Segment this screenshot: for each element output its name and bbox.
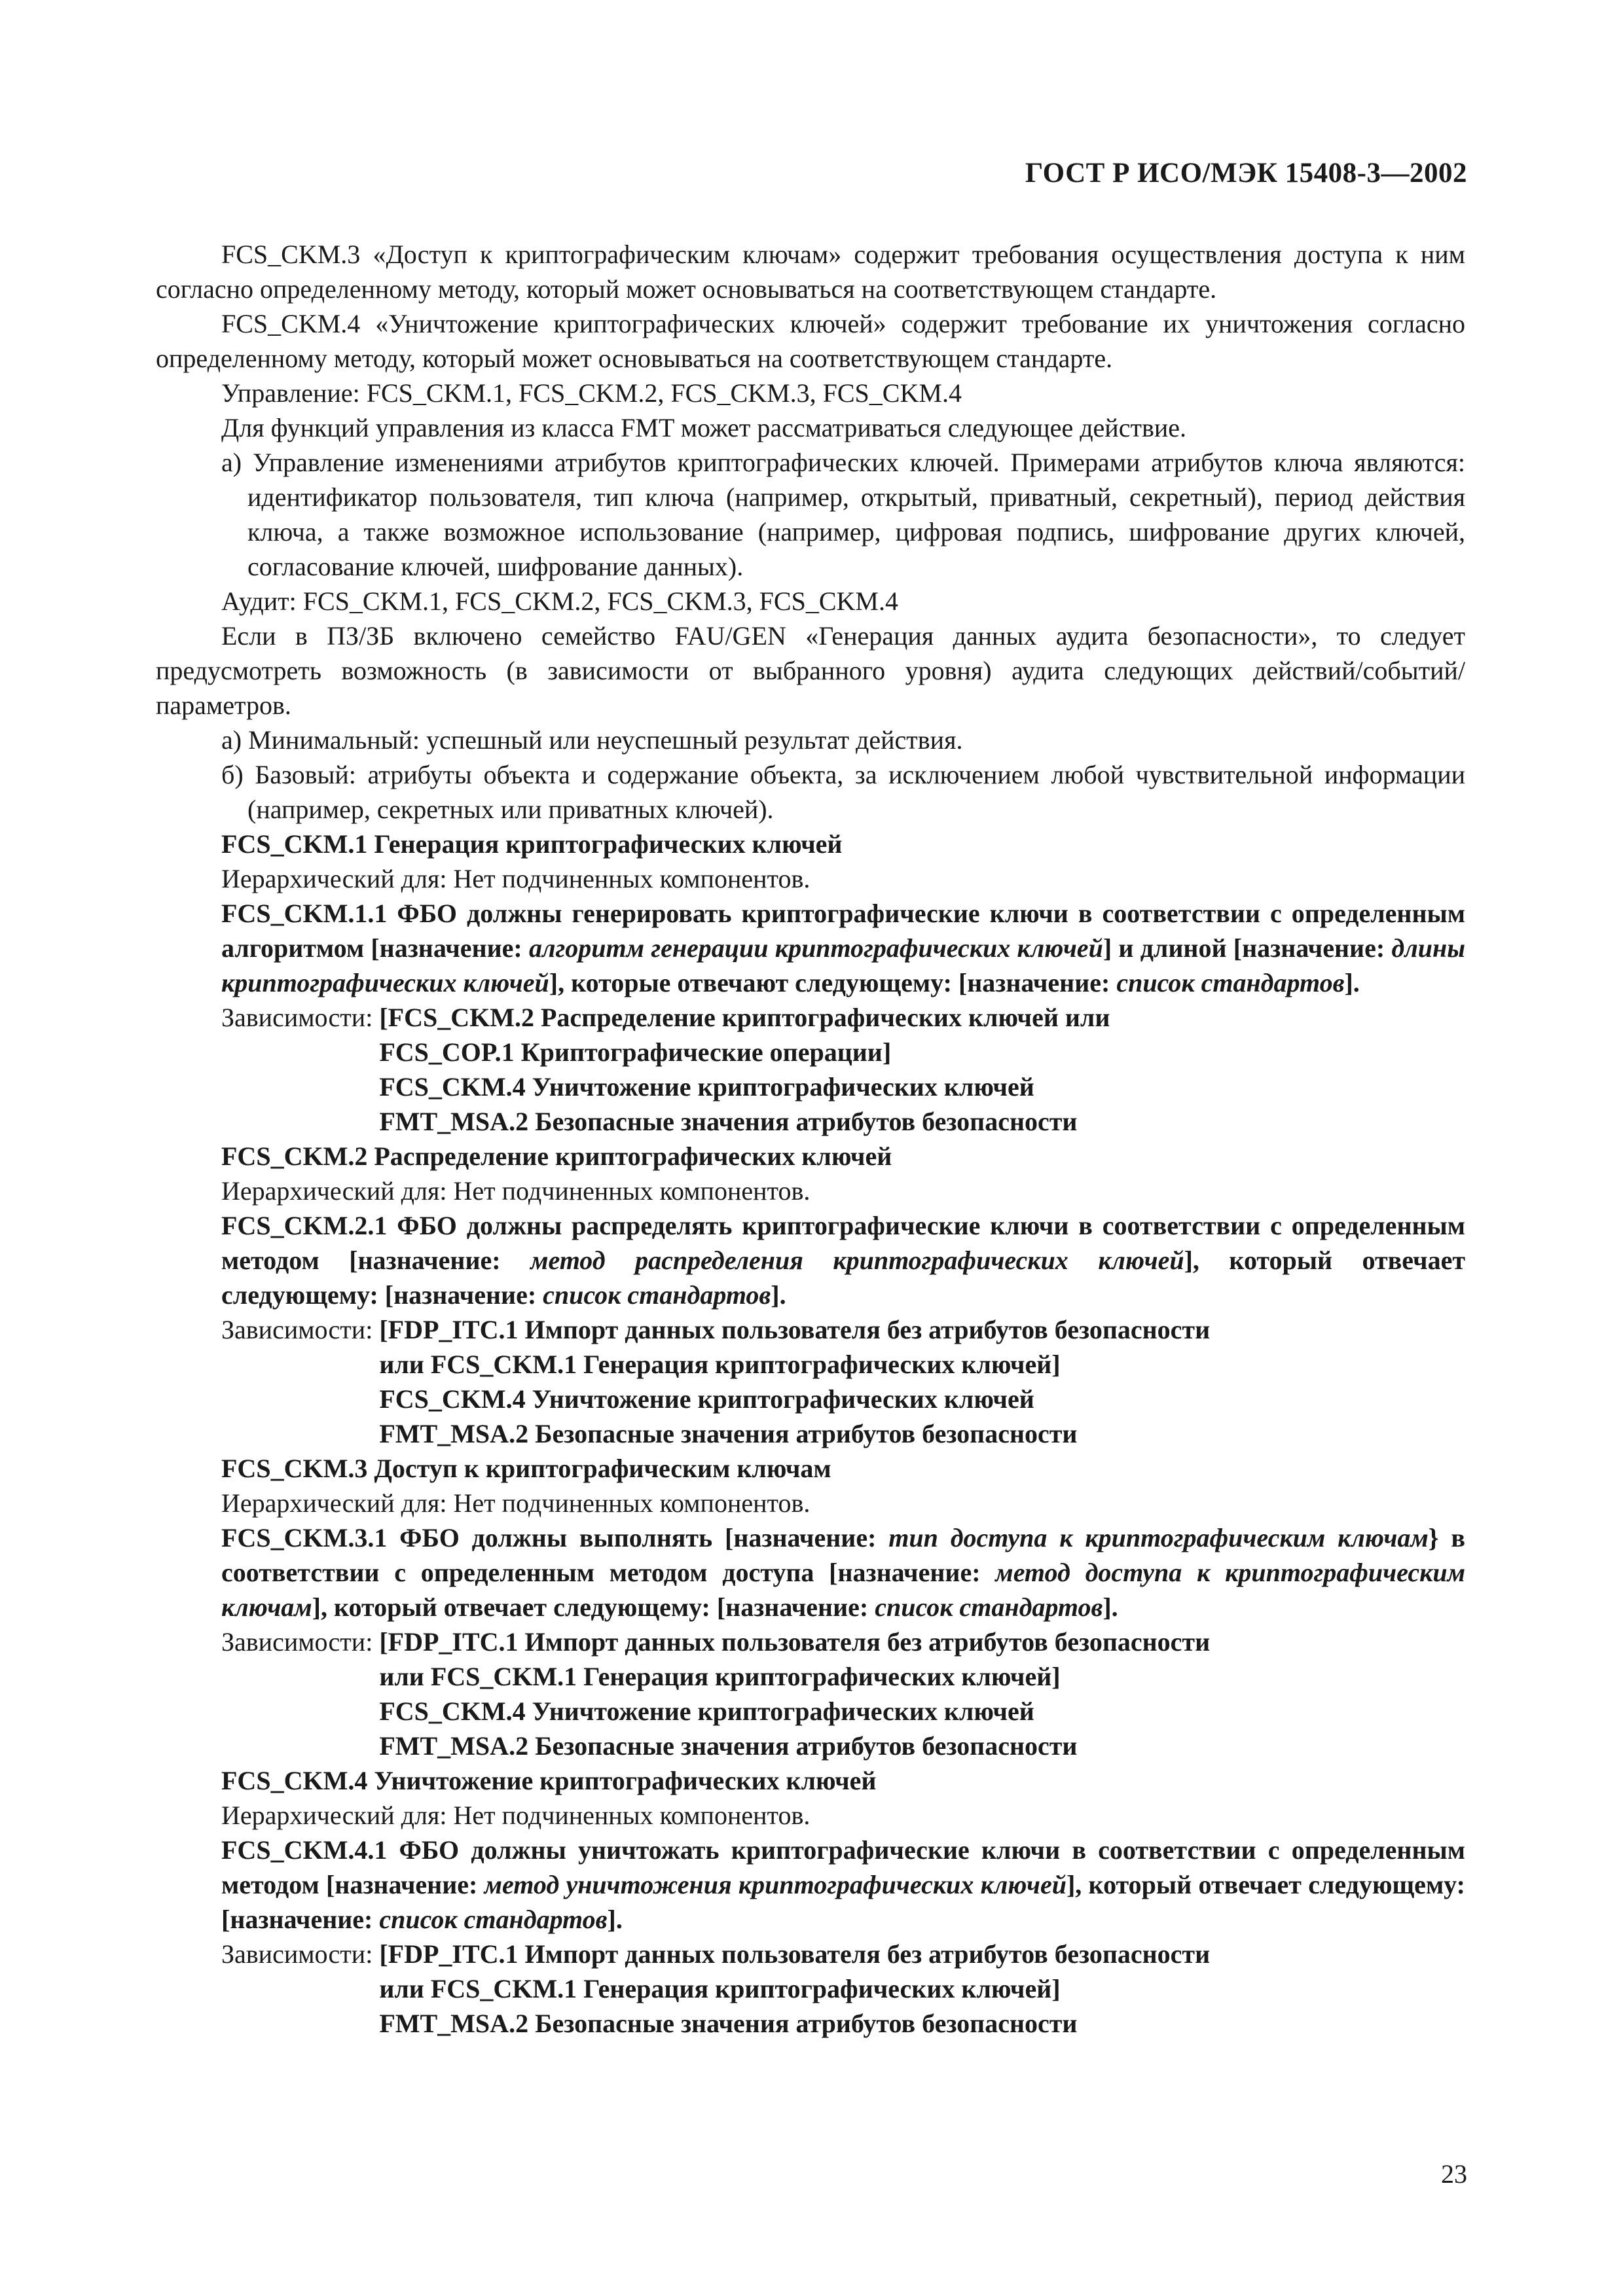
dependencies-list <box>379 1312 1210 1451</box>
dependencies <box>221 1000 1465 1139</box>
component-title: FCS_CKM.1 Генерация криптографических ключей <box>221 829 843 859</box>
requirement-element <box>221 1208 1465 1312</box>
document-body <box>156 237 1465 2041</box>
dependencies-list <box>379 1000 1110 1139</box>
dependency-item: FCS_CKM.4 Уничтожение криптографических ключей <box>379 1696 1034 1726</box>
dependencies-label: Зависимости: <box>221 1939 380 1969</box>
requirement-text: ФБО должны распределять криптографические ключи в соответствии с определенным методом [назначение: <box>221 1211 1466 1275</box>
assignment-placeholder: алгоритм генерации криптографических ключей <box>529 933 1103 963</box>
audit-item-minimal: а) Минимальный: успешный или неуспешный результат действия. <box>221 725 963 755</box>
assignment-placeholder: метод доступа к криптографическим ключам <box>221 1558 1466 1622</box>
requirement-text: ФБО должны уничтожать криптографические ключи в соответствии с определенным методом [назначение: <box>221 1835 1466 1899</box>
dependency-item: или FCS_CKM.1 Генерация криптографических ключей] <box>379 1974 1061 2003</box>
dependency-item: или FCS_CKM.1 Генерация криптографических ключей] <box>379 1662 1061 1691</box>
hierarchy-line: Иерархический для: Нет подчиненных компонентов. <box>221 1801 811 1830</box>
management-label: Управление: FCS_CKM.1, FCS_CKM.2, FCS_CKM.3, FCS_CKM.4 <box>221 378 962 408</box>
dependencies-label: Зависимости: <box>221 1003 380 1032</box>
assignment-placeholder: метод распределения криптографических ключей <box>530 1246 1184 1275</box>
requirement-text: ], который отвечает следующему: [назначение: <box>221 1246 1466 1310</box>
dependencies <box>221 1624 1465 1763</box>
assignment-placeholder: список стандартов <box>1116 968 1345 997</box>
dependencies-list <box>379 1624 1210 1763</box>
assignment-placeholder: тип доступа к криптографическим ключам <box>888 1523 1429 1552</box>
audit-label: Аудит: FCS_CKM.1, FCS_CKM.2, FCS_CKM.3, FCS_CKM.4 <box>221 586 898 616</box>
requirement-id: FCS_CKM.3.1 <box>221 1523 388 1552</box>
requirement-element <box>221 1833 1465 1937</box>
dependency-item: [FDP_ITC.1 Импорт данных пользователя без атрибутов безопасности <box>379 1315 1211 1344</box>
hierarchy-line: Иерархический для: Нет подчиненных компонентов. <box>221 1488 811 1518</box>
requirement-id: FCS_CKM.4.1 <box>221 1835 388 1865</box>
dependency-item: FMT_MSA.2 Безопасные значения атрибутов безопасности <box>379 1731 1078 1761</box>
hierarchy-line: Иерархический для: Нет подчиненных компонентов. <box>221 864 811 893</box>
audit-intro: Если в ПЗ/ЗБ включено семейство FAU/GEN «Генерация данных аудита безопасности», то следует предусмотреть возможность (в зависимости от выбранного уровня) аудита следующих действий/событий/параметров. <box>156 621 1465 720</box>
hierarchy-line: Иерархический для: Нет подчиненных компонентов. <box>221 1176 811 1206</box>
requirement-text: ФБО должны выполнять [назначение: <box>399 1523 889 1552</box>
dependencies <box>221 1312 1465 1451</box>
page-number: 23 <box>1441 2159 1467 2189</box>
requirement-text: ], который отвечает следующему: [назначение: <box>221 1870 1465 1934</box>
management-intro: Для функций управления из класса FMT может рассматриваться следующее действие. <box>221 413 1186 442</box>
page-header: ГОСТ Р ИСО/МЭК 15408-3—2002 <box>1025 158 1467 188</box>
dependencies <box>221 1937 1465 2041</box>
audit-item-basic: б) Базовый: атрибуты объекта и содержание объекта, за исключением любой чувствительной информации (например, секретных или приватных ключей). <box>221 760 1465 824</box>
requirement-element <box>221 896 1465 1000</box>
assignment-placeholder: список стандартов <box>379 1905 608 1934</box>
requirement-element <box>221 1520 1465 1624</box>
dependency-item: FMT_MSA.2 Безопасные значения атрибутов безопасности <box>379 1419 1078 1448</box>
requirement-text: ], которые отвечают следующему: [назначение: <box>549 968 1117 997</box>
requirement-text: ], который отвечает следующему: [назначение: <box>312 1592 875 1622</box>
dependency-item: [FDP_ITC.1 Импорт данных пользователя без атрибутов безопасности <box>379 1939 1211 1969</box>
requirement-text: ]. <box>1103 1592 1118 1622</box>
component-title: FCS_CKM.2 Распределение криптографических ключей <box>221 1141 892 1171</box>
dependency-item: [FCS_CKM.2 Распределение криптографических ключей или <box>379 1003 1110 1032</box>
requirement-text: ]. <box>607 1905 623 1934</box>
management-item: а) Управление изменениями атрибутов криптографических ключей. Примерами атрибутов ключа являются: идентификатор пользователя, тип ключа (например, открытый, приватный, секретный), период действия ключа, а также возможное использование (например, цифровая подпись, шифрование других ключей, согласование ключей, шифрование данных). <box>221 448 1465 581</box>
dependency-item: [FDP_ITC.1 Импорт данных пользователя без атрибутов безопасности <box>379 1627 1211 1657</box>
dependency-item: FCS_CKM.4 Уничтожение криптографических ключей <box>379 1072 1034 1102</box>
assignment-placeholder: список стандартов <box>543 1280 771 1310</box>
components-list <box>156 827 1465 2041</box>
requirement-text: ] и длиной [назначение: <box>1103 933 1392 963</box>
dependencies-label: Зависимости: <box>221 1627 380 1657</box>
dependency-item: или FCS_CKM.1 Генерация криптографических ключей] <box>379 1350 1061 1379</box>
requirement-text: ]. <box>1344 968 1360 997</box>
dependency-item: FCS_COP.1 Криптографические операции] <box>379 1037 892 1067</box>
assignment-placeholder: длины криптографических ключей <box>221 933 1465 997</box>
dependency-item: FMT_MSA.2 Безопасные значения атрибутов безопасности <box>379 2009 1078 2038</box>
assignment-placeholder: список стандартов <box>875 1592 1103 1622</box>
requirement-text: ФБО должны генерировать криптографические ключи в соответствии с определенным алгоритмом [назначение: <box>221 899 1465 963</box>
dependencies-label: Зависимости: <box>221 1315 380 1344</box>
assignment-placeholder: метод уничтожения криптографических ключей <box>484 1870 1067 1899</box>
requirement-id: FCS_CKM.1.1 <box>221 899 388 928</box>
requirement-id: FCS_CKM.2.1 <box>221 1211 388 1240</box>
intro-paragraph-1: FCS_CKM.3 «Доступ к криптографическим ключам» содержит требования осуществления доступа к ним согласно определенному методу, который может основываться на соответствующем стандарте. <box>156 240 1465 304</box>
requirement-text: ]. <box>771 1280 786 1310</box>
component-title: FCS_CKM.4 Уничтожение криптографических ключей <box>221 1766 877 1795</box>
dependency-item: FCS_CKM.4 Уничтожение криптографических ключей <box>379 1384 1034 1414</box>
intro-paragraph-2: FCS_CKM.4 «Уничтожение криптографических ключей» содержит требование их уничтожения согласно определенному методу, который может основываться на соответствующем стандарте. <box>156 309 1465 373</box>
component-title: FCS_CKM.3 Доступ к криптографическим ключам <box>221 1454 831 1483</box>
dependencies-list <box>379 1937 1210 2041</box>
dependency-item: FMT_MSA.2 Безопасные значения атрибутов безопасности <box>379 1107 1078 1136</box>
requirement-text: } в соответствии с определенным методом доступа [назначение: <box>221 1523 1466 1587</box>
